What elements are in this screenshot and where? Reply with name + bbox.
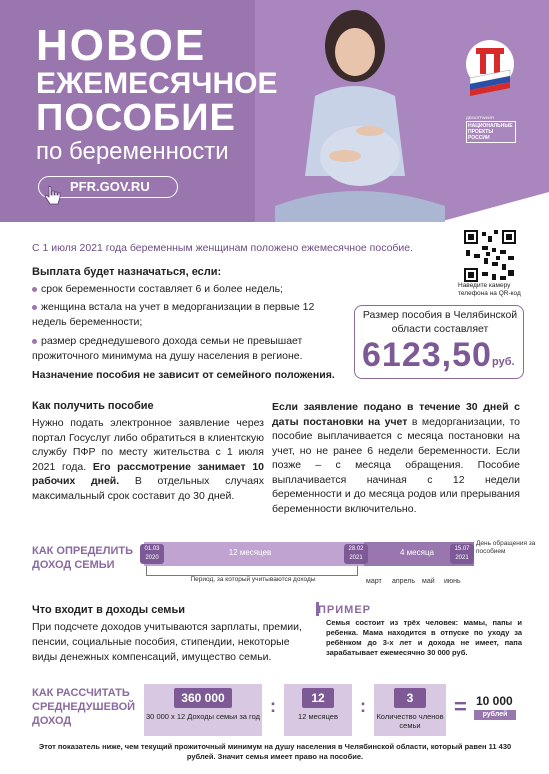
calc-value-income: 360 000 <box>174 688 232 708</box>
incomes-heading: Что входит в доходы семьи <box>32 604 185 616</box>
title-line-3: ПОСОБИЕ <box>36 97 236 139</box>
date-badge-start: 01.03 2020 <box>140 544 164 564</box>
incomes-body: При подсчете доходов учитываются зарплаты, премии, пенсии, социальные пособия, стипендии, некоторые виды денежных компенсаций, имущество семьи. <box>32 621 302 663</box>
income-timeline-heading: КАК ОПРЕДЕЛИТЬ ДОХОД СЕМЬИ <box>32 545 133 571</box>
national-projects-logo <box>466 115 516 143</box>
application-day-label: День обращения за пособием <box>476 540 536 555</box>
example-body: Семья состоит из трёх человек: мамы, папы и ребенка. Мама находится в отпуске по уходу за ребёнком до 3-х лет и дохода не имеет, папа зарабатывает ежемесячно 30 000 руб. <box>326 618 522 657</box>
qr-caption: Наведите камеру телефона на QR-код <box>458 282 521 297</box>
payment-note: Назначение пособия не зависит от семейного положения. <box>32 369 335 381</box>
pregnant-woman-image <box>255 6 455 222</box>
title-line-4: по беременности <box>36 138 229 165</box>
calc-result-value: 10 000 <box>476 694 513 708</box>
period-label: Период, за который учитываются доходы <box>190 576 316 583</box>
calc-sub-members: Количество членов семьи <box>376 712 444 730</box>
how-to-body <box>32 416 264 503</box>
how-to-text-1: Нужно подать электронное заявление через портал Госуслуг либо обратиться в клиентскую службу ПФР по месту жительства с 1 июля 2021 года. <box>32 417 264 473</box>
national-projects-top: ДЕМОГРАФИЯ <box>466 115 494 120</box>
amount-value: 6123,50 <box>362 336 492 374</box>
equals-operator: = <box>454 694 467 719</box>
footer-conclusion: Этот показатель ниже, чем текущий прожиточный минимум на душу населения в Челябинской области, который равен 11 430 рублей. Значит семья имеет право на пособие. <box>38 742 512 761</box>
month-label: май <box>422 578 435 585</box>
amount-caption: Размер пособия в Челябинской области составляет <box>362 309 518 335</box>
divide-operator: : <box>270 696 276 716</box>
calc-sub-months: 12 месяцев <box>298 712 338 721</box>
how-to-heading: Как получить пособие <box>32 400 154 412</box>
payment-bullet: женщина встала на учет в медорганизации в первые 12 недель беременности; <box>32 301 315 328</box>
payment-bullet: срок беременности составляет 6 и более недель; <box>32 282 342 297</box>
calc-heading: КАК РАССЧИТАТЬ СРЕДНЕДУШЕВОЙ ДОХОД <box>32 687 136 727</box>
month-label: июнь <box>444 578 461 585</box>
title-line-2: ЕЖЕМЕСЯЧНОЕ <box>36 67 278 100</box>
calc-value-members: 3 <box>394 688 426 708</box>
bar-12-label: 12 месяцев <box>228 548 272 557</box>
how-to-text-2: В отдельных случаях максимальный срок составит до 30 дней. <box>32 475 264 502</box>
banner-corner <box>439 192 549 222</box>
date-badge-end: 28.02 2021 <box>344 544 368 564</box>
payment-bullet: размер среднедушевого дохода семьи не превышает прожиточного минимума на душу населения в регионе. <box>32 335 303 362</box>
application-timing-text <box>272 400 520 516</box>
site-link-text[interactable]: PFR.GOV.RU <box>70 179 150 194</box>
national-projects-text: НАЦИОНАЛЬНЫЕ ПРОЕКТЫ РОССИИ <box>466 121 516 143</box>
calc-result-unit: рублей <box>474 710 516 720</box>
calc-value-months: 12 <box>302 688 334 708</box>
pfr-logo-icon <box>458 38 522 98</box>
amount-unit: руб. <box>492 356 515 368</box>
month-label: апрель <box>392 578 415 585</box>
how-to-text-bold: Его рассмотрение занимает 10 рабочих дней. <box>32 460 264 487</box>
example-heading: ПРИМЕР <box>318 604 371 616</box>
application-timing-plain: в медорганизации, то пособие выплачивается с месяца постановки на учет, но не ранее 6 недели беременности. Если позже – с месяца обращения. Пособие выплачивается начиная с 12 недели беременности и до месяца родов или прерывания беременности включительно. <box>272 415 520 515</box>
hand-cursor-icon <box>44 184 62 206</box>
date-badge-application: 15.07 2021 <box>450 544 474 564</box>
divide-operator: : <box>360 696 366 716</box>
application-timing-bold: Если заявление подано в течение 30 дней с даты постановки на учет <box>272 401 520 428</box>
intro-text: С 1 июля 2021 года беременным женщинам положено ежемесячное пособие. <box>32 242 414 254</box>
bar-4-label: 4 месяца <box>400 548 434 557</box>
month-label: март <box>366 578 382 585</box>
title-line-1: НОВОЕ <box>36 21 207 70</box>
calc-sub-income: 30 000 х 12 Доходы семьи за год <box>146 712 260 721</box>
period-bracket <box>146 566 358 576</box>
qr-code-image[interactable] <box>462 228 518 284</box>
payment-heading: Выплата будет назначаться, если: <box>32 266 222 278</box>
